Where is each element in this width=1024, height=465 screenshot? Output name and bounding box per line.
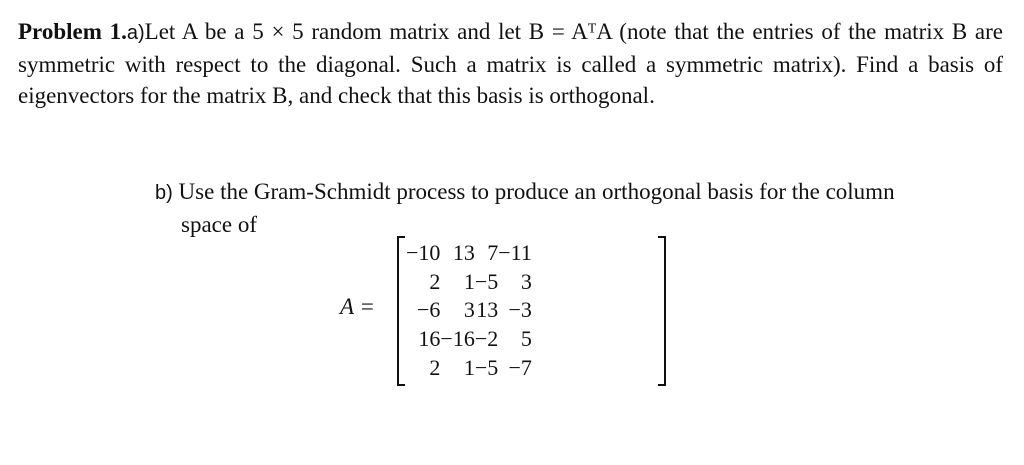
matrix-row [406,325,532,354]
matrix-left-bracket [397,236,405,386]
part-b-line1: Use the Gram-Schmidt process to produce an orthogonal basis for the column [178,179,895,204]
matrix-entry: 7 [487,240,499,265]
matrix-entry: −11 [498,240,532,265]
matrix-entry: 1 [463,268,475,294]
matrix-entry: −16 [440,326,475,352]
problem-part-a [18,16,1003,111]
matrix-entry: −2 [474,326,499,352]
matrix-entry: 3 [463,297,475,323]
problem-heading: Problem 1. [18,19,127,44]
matrix-row [406,239,532,268]
matrix-entry: −5 [474,354,499,380]
matrix-row [406,354,532,383]
matrix-row [406,268,532,297]
part-a-label: a) [126,22,145,44]
matrix-entry: 1 [463,354,475,380]
matrix-entry: 2 [429,268,441,294]
matrix-entry: −5 [474,268,499,294]
matrix-entry: 5 [520,326,532,352]
part-b-line2: space of [181,212,257,237]
matrix-entry: 13 [452,240,475,265]
matrix-entry: 2 [429,354,441,380]
matrix-entry: 13 [476,297,499,323]
matrix-row [406,296,532,325]
matrix-entry: −10 [406,240,441,265]
problem-part-b [155,176,1003,240]
matrix-entry: −3 [508,297,532,323]
part-b-label: b) [155,182,173,204]
matrix-table [406,239,532,383]
matrix-lhs: A = [340,294,375,319]
matrix-entry: 3 [520,268,532,294]
matrix-entry: −7 [508,354,532,380]
matrix-entry: −6 [417,297,441,323]
matrix-right-bracket [658,236,666,386]
matrix-entry: 16 [418,326,441,352]
part-a-text: Let A be a 5 × 5 random matrix and let B = AᵀA (note that the entries of the matrix B are symmetric with respect to the diagonal. Such a matrix is called a symmetric matrix). Find a basis of eigenvectors for the matrix B, and check that this basis is orthogonal. [18,19,1003,108]
